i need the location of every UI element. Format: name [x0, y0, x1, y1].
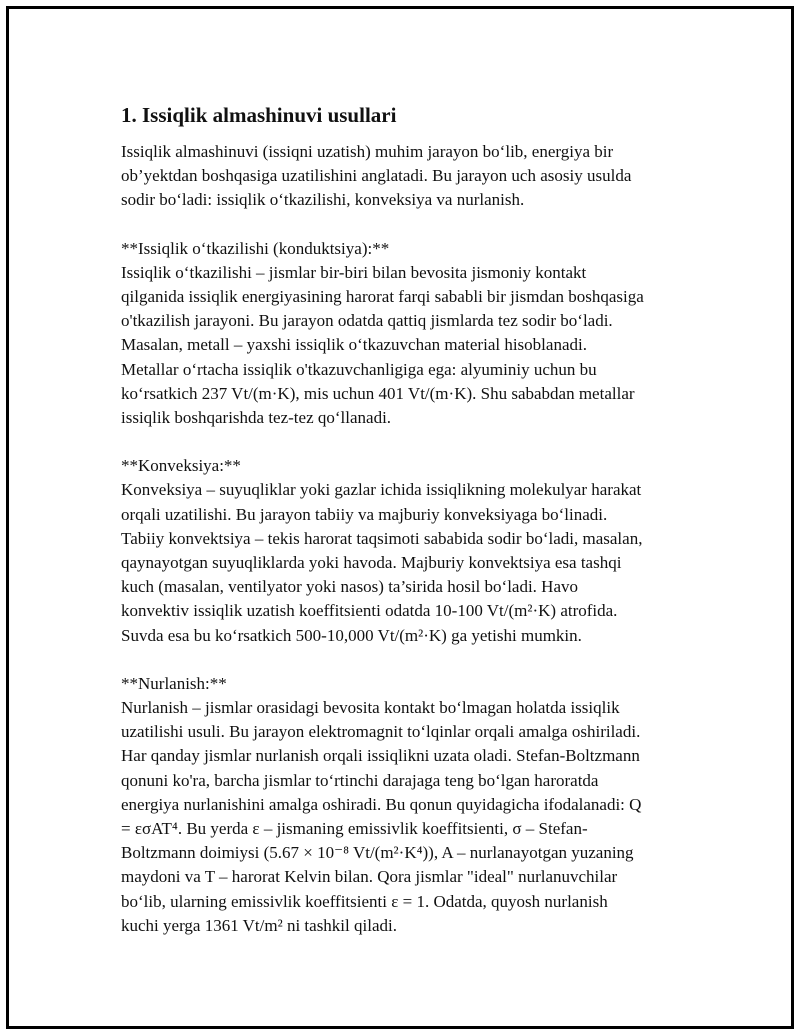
text-line: maydoni va T – harorat Kelvin bilan. Qora jismlar "ideal" nurlanuvchilar: [121, 867, 618, 887]
text-line: Issiqlik o‘tkazilishi – jismlar bir-biri bilan bevosita jismoniy kontakt: [121, 262, 587, 282]
text-line: Issiqlik almashinuvi (issiqni uzatish) muhim jarayon bo‘lib, energiya bir: [121, 142, 614, 161]
text-line: Masalan, metall – yaxshi issiqlik o‘tkazuvchan material hisoblanadi.: [121, 335, 587, 355]
text-line: energiya nurlanishini amalga oshiradi. Bu qonun quyidagicha ifodalanadi: Q: [121, 794, 642, 814]
text-line: **Issiqlik o‘tkazilishi (konduktsiya):**: [121, 238, 390, 258]
text-line: sodir bo‘ladi: issiqlik o‘tkazilishi, konveksiya va nurlanish.: [121, 190, 525, 210]
text-line: qonuni ko'ra, barcha jismlar to‘rtinchi darajaga teng bo‘lgan haroratda: [121, 770, 599, 790]
text-line: uzatilishi usuli. Bu jarayon elektromagnit to‘lqinlar orqali amalga oshiriladi.: [121, 722, 641, 742]
paragraph: [121, 237, 701, 431]
text-line: qilganida issiqlik energiyasining harorat farqi sababli bir jismdan boshqasiga: [121, 287, 644, 307]
text-line: Metallar o‘rtacha issiqlik o'tkazuvchanligiga ega: alyuminiy uchun bu: [121, 359, 597, 379]
text-line: Tabiiy konvektsiya – tekis harorat taqsimoti sababida sodir bo‘ladi, masalan,: [121, 528, 643, 548]
text-line: Har qanday jismlar nurlanish orqali issiqlikni uzata oladi. Stefan-Boltzmann: [121, 746, 640, 766]
text-line: orqali uzatilishi. Bu jarayon tabiiy va majburiy konveksiyaga bo‘linadi.: [121, 504, 608, 524]
text-line: ko‘rsatkich 237 Vt/(m·K), mis uchun 401 Vt/(m·K). Shu sababdan metallar: [121, 383, 635, 403]
text-line: **Nurlanish:**: [121, 673, 227, 693]
text-line: Nurlanish – jismlar orasidagi bevosita kontakt bo‘lmagan holatda issiqlik: [121, 698, 620, 718]
text-line: kuchi yerga 1361 Vt/m² ni tashkil qiladi.: [121, 915, 397, 935]
text-line: ob’yektdan boshqasiga uzatilishini anglatadi. Bu jarayon uch asosiy usulda: [121, 166, 632, 186]
text-line: Konveksiya – suyuqliklar yoki gazlar ichida issiqlikning molekulyar harakat: [121, 480, 642, 500]
text-line: = εσAT⁴. Bu yerda ε – jismaning emissivlik koeffitsienti, σ – Stefan-: [121, 819, 588, 839]
text-line: o'tkazilish jarayoni. Bu jarayon odatda qattiq jismlarda tez sodir bo‘ladi.: [121, 311, 613, 331]
text-line: **Konveksiya:**: [121, 456, 241, 476]
paragraph-list: [121, 140, 701, 938]
paragraph: [121, 454, 701, 648]
text-line: Suvda esa bu ko‘rsatkich 500-10,000 Vt/(m²·K) ga yetishi mumkin.: [121, 625, 582, 645]
text-line: qaynayotgan suyuqliklarda yoki havoda. Majburiy konvektsiya esa tashqi: [121, 553, 622, 573]
text-line: issiqlik boshqarishda tez-tez qo‘llanadi.: [121, 408, 392, 428]
paragraph: [121, 672, 701, 938]
text-line: kuch (masalan, ventilyator yoki nasos) ta’sirida hosil bo‘ladi. Havo: [121, 577, 579, 597]
text-line: konvektiv issiqlik uzatish koeffitsienti odatda 10-100 Vt/(m²·K) atrofida.: [121, 601, 618, 621]
text-line: Boltzmann doimiysi (5.67 × 10⁻⁸ Vt/(m²·K⁴)), A – nurlanayotgan yuzaning: [121, 843, 634, 863]
text-line: bo‘lib, ularning emissivlik koeffitsienti ε = 1. Odatda, quyosh nurlanish: [121, 891, 608, 911]
section-heading: 1. Issiqlik almashinuvi usullari: [121, 103, 397, 127]
paragraph: [121, 140, 701, 213]
document-body: [121, 101, 701, 962]
page-frame: [6, 6, 794, 1029]
